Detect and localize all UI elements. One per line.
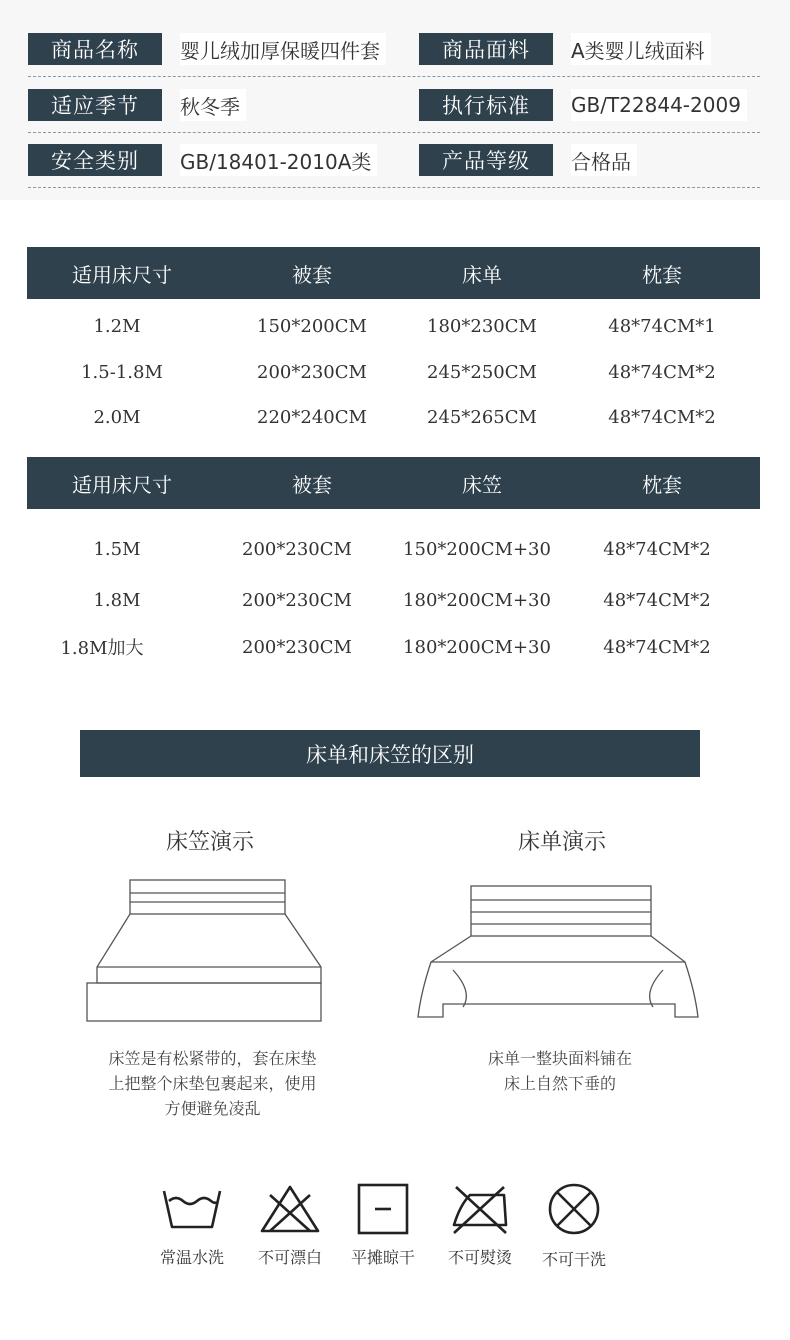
- table-row: [27, 529, 760, 569]
- header-fitted-sheet: 床笠: [462, 472, 502, 497]
- header-bed-size: 适用床尺寸: [72, 472, 172, 497]
- care-item: [435, 1183, 525, 1268]
- table-cell: 180*200CM+30: [403, 589, 551, 611]
- fitted-sheet-demo-title: 床笠演示: [165, 830, 254, 855]
- spec-label-season: 适应季节: [28, 89, 162, 121]
- spec-value-product-name: 婴儿绒加厚保暖四件套: [180, 33, 386, 65]
- table-cell: 200*230CM: [257, 361, 367, 383]
- care-item: [529, 1183, 619, 1270]
- care-item: [245, 1183, 335, 1268]
- care-label: 不可干洗: [541, 1250, 606, 1269]
- care-item: [338, 1183, 428, 1268]
- spec-label-grade: 产品等级: [419, 144, 553, 176]
- spec-row: [28, 144, 760, 180]
- wash-normal-icon: [160, 1183, 224, 1235]
- table-cell: 200*230CM: [242, 538, 352, 560]
- care-label: 平摊晾干: [350, 1248, 415, 1267]
- table-row: [27, 306, 760, 346]
- divider: [28, 187, 760, 188]
- flat-sheet-bed-illustration: [413, 882, 703, 1027]
- size-table-2-header: [27, 457, 760, 509]
- table-cell: 245*265CM: [427, 406, 537, 428]
- table-cell: 1.5M: [93, 538, 141, 560]
- spec-label-safety: 安全类别: [28, 144, 162, 176]
- table-cell: 200*230CM: [242, 589, 352, 611]
- table-cell: 1.8M: [93, 589, 141, 611]
- fitted-sheet-description: [70, 1046, 355, 1121]
- header-sheet: 床单: [462, 262, 502, 287]
- flat-sheet-description-line: 床上自然下垂的: [503, 1074, 616, 1093]
- spec-label-standard: 执行标准: [419, 89, 553, 121]
- table-cell: 48*74CM*2: [603, 538, 711, 560]
- table-cell: 200*230CM: [242, 636, 352, 658]
- header-duvet: 被套: [292, 262, 332, 287]
- table-row: [27, 352, 760, 392]
- table-cell: 1.8M加大: [60, 638, 144, 659]
- fitted-sheet-description-line: 上把整个床垫包裹起来，使用: [108, 1074, 317, 1093]
- table-cell: 1.5-1.8M: [81, 361, 163, 383]
- spec-section: [0, 0, 790, 200]
- table-cell: 48*74CM*2: [608, 406, 716, 428]
- care-item: [147, 1183, 237, 1268]
- table-cell: 48*74CM*2: [608, 361, 716, 383]
- care-label: 不可漂白: [257, 1248, 322, 1267]
- table-row: [27, 627, 760, 667]
- table-cell: 220*240CM: [257, 406, 367, 428]
- no-bleach-icon: [258, 1183, 322, 1235]
- size-table-1-header: [27, 247, 760, 299]
- divider: [28, 132, 760, 133]
- spec-value-safety: GB/18401-2010A类: [180, 144, 377, 176]
- flat-sheet-description: [450, 1046, 670, 1096]
- care-label: 常温水洗: [159, 1248, 224, 1267]
- header-pillowcase: 枕套: [642, 472, 682, 497]
- flat-sheet-description-line: 床单一整块面料铺在: [487, 1049, 632, 1068]
- table-cell: 150*200CM: [257, 315, 367, 337]
- table-cell: 2.0M: [93, 406, 141, 428]
- care-label: 不可熨烫: [447, 1248, 512, 1267]
- spec-row: [28, 89, 760, 125]
- table-cell: 48*74CM*2: [603, 636, 711, 658]
- table-cell: 48*74CM*2: [603, 589, 711, 611]
- flat-dry-icon: [351, 1183, 415, 1235]
- header-bed-size: 适用床尺寸: [72, 262, 172, 287]
- fitted-sheet-description-line: 床笠是有松紧带的，套在床垫: [108, 1049, 317, 1068]
- header-pillowcase: 枕套: [642, 262, 682, 287]
- spec-label-product-name: 商品名称: [28, 33, 162, 65]
- spec-value-fabric: A类婴儿绒面料: [571, 33, 711, 65]
- table-cell: 180*230CM: [427, 315, 537, 337]
- fitted-sheet-description-line: 方便避免凌乱: [164, 1099, 261, 1118]
- flat-sheet-demo-title: 床单演示: [517, 830, 606, 855]
- table-cell: 48*74CM*1: [608, 315, 716, 337]
- table-cell: 245*250CM: [427, 361, 537, 383]
- header-duvet: 被套: [292, 472, 332, 497]
- spec-value-season: 秋冬季: [180, 89, 246, 121]
- table-row: [27, 580, 760, 620]
- spec-row: [28, 33, 760, 69]
- no-dry-clean-icon: [542, 1183, 606, 1237]
- table-cell: 1.2M: [93, 315, 141, 337]
- difference-title: 床单和床笠的区别: [80, 730, 700, 777]
- spec-value-standard: GB/T22844-2009: [571, 89, 747, 121]
- table-cell: 180*200CM+30: [403, 636, 551, 658]
- spec-value-grade: 合格品: [571, 144, 637, 176]
- spec-label-fabric: 商品面料: [419, 33, 553, 65]
- table-cell: 150*200CM+30: [403, 538, 551, 560]
- table-row: [27, 397, 760, 437]
- no-iron-icon: [448, 1183, 512, 1235]
- divider: [28, 76, 760, 77]
- fitted-sheet-bed-illustration: [85, 875, 325, 1025]
